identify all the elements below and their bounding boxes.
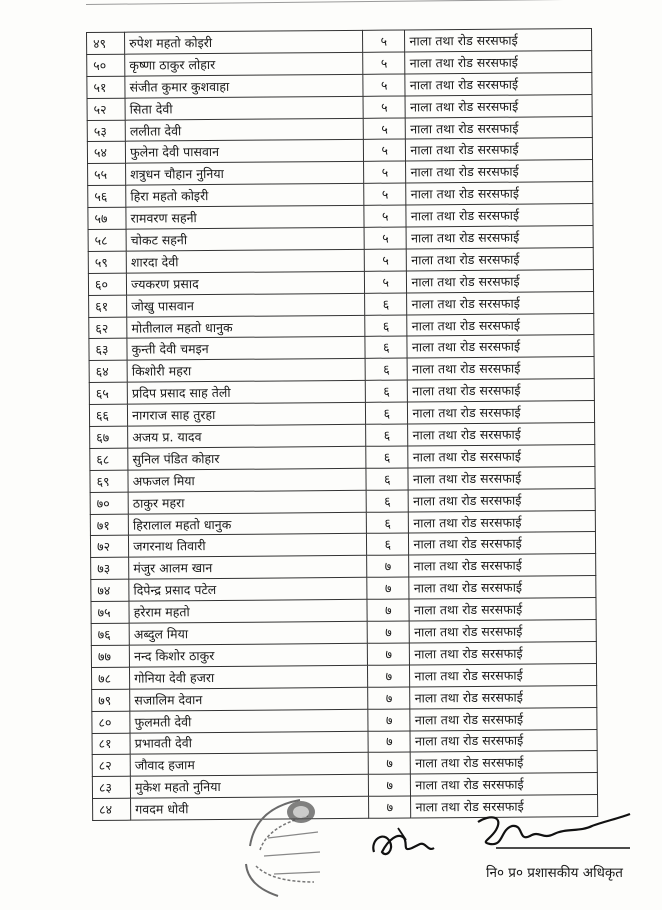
serial-number-cell: ४९ [87, 32, 125, 54]
officer-signature-icon [470, 808, 640, 858]
ward-cell: ५ [364, 227, 406, 249]
serial-number-cell: ५० [87, 54, 125, 76]
page-edge-line [86, 0, 646, 5]
serial-number-cell: ६९ [90, 470, 128, 492]
work-cell: नाला तथा रोड सरसफाई [410, 663, 597, 686]
ward-cell: ५ [364, 139, 406, 161]
work-cell: नाला तथा रोड सरसफाई [407, 269, 594, 292]
serial-number-cell: ७० [90, 492, 128, 514]
name-cell: मोतीलाल महतो धानुक [127, 315, 365, 339]
work-cell: नाला तथा रोड सरसफाई [409, 532, 596, 555]
work-cell: नाला तथा रोड सरसफाई [411, 795, 598, 818]
serial-number-cell: ६६ [89, 404, 127, 426]
serial-number-cell: ६३ [89, 339, 127, 361]
work-cell: नाला तथा रोड सरसफाई [408, 379, 595, 402]
work-cell: नाला तथा रोड सरसफाई [408, 444, 595, 467]
serial-number-cell: ५९ [88, 251, 126, 273]
ward-cell: ६ [367, 533, 409, 555]
name-cell: कुन्ती देवी चमइन [127, 337, 365, 361]
name-cell: जोखु पासवान [127, 293, 365, 317]
name-cell: अजय प्र. यादव [128, 424, 366, 448]
serial-number-cell: ६७ [90, 426, 128, 448]
ward-cell: ६ [365, 315, 407, 337]
work-cell: नाला तथा रोड सरसफाई [408, 423, 595, 446]
ward-cell: ७ [367, 643, 409, 665]
serial-number-cell: ८४ [93, 798, 131, 820]
ward-cell: ५ [363, 118, 405, 140]
serial-number-cell: ५३ [87, 120, 125, 142]
name-cell: अफजल मिया [128, 468, 366, 492]
work-cell: नाला तथा रोड सरसफाई [411, 773, 598, 796]
table-container [86, 28, 598, 821]
footer [0, 780, 662, 910]
work-cell: नाला तथा रोड सरसफाई [405, 94, 592, 117]
work-cell: नाला तथा रोड सरसफाई [406, 160, 593, 183]
serial-number-cell: ७१ [90, 514, 128, 536]
serial-number-cell: ८३ [92, 776, 130, 798]
ward-cell: ५ [364, 161, 406, 183]
ward-cell: ६ [366, 490, 408, 512]
work-cell: नाला तथा रोड सरसफाई [407, 313, 594, 336]
name-cell: अब्दुल मिया [129, 621, 367, 645]
name-cell: हरेराम महतो [129, 599, 367, 623]
name-cell: ज्यकरण प्रसाद [127, 271, 365, 295]
ward-cell: ५ [364, 249, 406, 271]
ward-cell: ५ [364, 205, 406, 227]
work-cell: नाला तथा रोड सरसफाई [407, 335, 594, 358]
work-cell: नाला तथा रोड सरसफाई [406, 226, 593, 249]
signature-icon [368, 822, 458, 862]
work-cell: नाला तथा रोड सरसफाई [405, 72, 592, 95]
ward-cell: ६ [366, 468, 408, 490]
name-cell: सुनिल पंडित कोहार [128, 446, 366, 470]
ward-cell: ७ [368, 687, 410, 709]
ward-cell: ६ [366, 512, 408, 534]
workers-table-body [87, 29, 598, 821]
ward-cell: ६ [365, 358, 407, 380]
serial-number-cell: ७७ [91, 645, 129, 667]
work-cell: नाला तथा रोड सरसफाई [411, 751, 598, 774]
work-cell: नाला तथा रोड सरसफाई [408, 401, 595, 424]
name-cell: प्रदिप प्रसाद साह तेली [127, 381, 365, 405]
name-cell: सिता देवी [125, 96, 363, 120]
serial-number-cell: ५१ [87, 76, 125, 98]
ward-cell: ७ [367, 555, 409, 577]
work-cell: नाला तथा रोड सरसफाई [409, 598, 596, 621]
serial-number-cell: ८२ [92, 755, 130, 777]
ward-cell: ६ [365, 293, 407, 315]
ward-cell: ७ [369, 774, 411, 796]
ward-cell: ७ [368, 709, 410, 731]
ward-cell: ६ [366, 424, 408, 446]
serial-number-cell: ७३ [91, 558, 129, 580]
name-cell: जौवाद हजाम [130, 753, 368, 777]
serial-number-cell: ६५ [89, 382, 127, 404]
name-cell: हिरा महतो कोइरी [126, 184, 364, 208]
ward-cell: ६ [365, 380, 407, 402]
name-cell: नागराज साह तुरहा [128, 402, 366, 426]
name-cell: मुकेश महतो नुनिया [130, 775, 368, 799]
ward-cell: ५ [363, 30, 405, 52]
municipality-seal-icon [238, 786, 368, 904]
serial-number-cell: ७९ [92, 689, 130, 711]
work-cell: नाला तथा रोड सरसफाई [410, 641, 597, 664]
name-cell: जगरनाथ तिवारी [129, 534, 367, 558]
name-cell: शत्रुधन चौहान नुनिया [126, 162, 364, 186]
name-cell: फुलेना देवी पासवान [125, 140, 363, 164]
serial-number-cell: ७६ [91, 623, 129, 645]
ward-cell: ६ [366, 402, 408, 424]
serial-number-cell: ५५ [88, 164, 126, 186]
work-cell: नाला तथा रोड सरसफाई [409, 510, 596, 533]
ward-cell: ५ [365, 271, 407, 293]
serial-number-cell: ८० [92, 711, 130, 733]
officer-title: नि० प्र० प्रशासकीय अधिकृत [486, 865, 623, 881]
name-cell: रामवरण सहनी [126, 205, 364, 229]
work-cell: नाला तथा रोड सरसफाई [410, 685, 597, 708]
name-cell: रुपेश महतो कोइरी [125, 30, 363, 54]
serial-number-cell: ७४ [91, 579, 129, 601]
serial-number-cell: ७५ [91, 601, 129, 623]
ward-cell: ६ [366, 446, 408, 468]
name-cell: ललीता देवी [125, 118, 363, 142]
work-cell: नाला तथा रोड सरसफाई [408, 466, 595, 489]
ward-cell: ६ [365, 336, 407, 358]
serial-number-cell: ६२ [89, 317, 127, 339]
serial-number-cell: ६० [88, 273, 126, 295]
work-cell: नाला तथा रोड सरसफाई [410, 620, 597, 643]
work-cell: नाला तथा रोड सरसफाई [406, 204, 593, 227]
name-cell: शारदा देवी [126, 249, 364, 273]
serial-number-cell: ५७ [88, 207, 126, 229]
name-cell: नन्द किशोर ठाकुर [129, 643, 367, 667]
name-cell: फुलमती देवी [130, 709, 368, 733]
work-cell: नाला तथा रोड सरसफाई [410, 729, 597, 752]
ward-cell: ५ [363, 52, 405, 74]
name-cell: किशोरी महरा [127, 359, 365, 383]
serial-number-cell: ७२ [90, 536, 128, 558]
serial-number-cell: ७८ [91, 667, 129, 689]
work-cell: नाला तथा रोड सरसफाई [410, 707, 597, 730]
work-cell: नाला तथा रोड सरसफाई [407, 291, 594, 314]
name-cell: दिपेन्द्र प्रसाद पटेल [129, 578, 367, 602]
work-cell: नाला तथा रोड सरसफाई [409, 488, 596, 511]
serial-number-cell: ८१ [92, 733, 130, 755]
serial-number-cell: ५८ [88, 229, 126, 251]
work-cell: नाला तथा रोड सरसफाई [406, 116, 593, 139]
serial-number-cell: ६८ [90, 448, 128, 470]
work-cell: नाला तथा रोड सरसफाई [407, 247, 594, 270]
work-cell: नाला तथा रोड सरसफाई [409, 554, 596, 577]
name-cell: मंजुर आलम खान [129, 556, 367, 580]
name-cell: संजीत कुमार कुशवाहा [125, 74, 363, 98]
ward-cell: ५ [363, 96, 405, 118]
name-cell: सजालिम देवान [130, 687, 368, 711]
name-cell: प्रभावती देवी [130, 731, 368, 755]
serial-number-cell: ६१ [89, 295, 127, 317]
serial-number-cell: ६४ [89, 361, 127, 383]
work-cell: नाला तथा रोड सरसफाई [405, 50, 592, 73]
ward-cell: ७ [369, 796, 411, 818]
work-cell: नाला तथा रोड सरसफाई [406, 138, 593, 161]
ward-cell: ७ [367, 621, 409, 643]
name-cell: ठाकुर महरा [128, 490, 366, 514]
work-cell: नाला तथा रोड सरसफाई [408, 357, 595, 380]
name-cell: हिरालाल महतो धानुक [128, 512, 366, 536]
ward-cell: ५ [364, 183, 406, 205]
name-cell: गोनिया देवी हजरा [130, 665, 368, 689]
serial-number-cell: ५४ [87, 142, 125, 164]
ward-cell: ७ [367, 599, 409, 621]
ward-cell: ७ [368, 752, 410, 774]
ward-cell: ७ [368, 665, 410, 687]
name-cell: चोकट सहनी [126, 227, 364, 251]
serial-number-cell: ५६ [88, 185, 126, 207]
name-cell: गवदम धोवी [131, 796, 369, 820]
serial-number-cell: ५२ [87, 98, 125, 120]
work-cell: नाला तथा रोड सरसफाई [406, 182, 593, 205]
work-cell: नाला तथा रोड सरसफाई [409, 576, 596, 599]
workers-table [86, 28, 598, 821]
work-cell: नाला तथा रोड सरसफाई [405, 29, 592, 52]
ward-cell: ७ [368, 730, 410, 752]
ward-cell: ५ [363, 74, 405, 96]
ward-cell: ७ [367, 577, 409, 599]
name-cell: कृष्णा ठाकुर लोहार [125, 52, 363, 76]
